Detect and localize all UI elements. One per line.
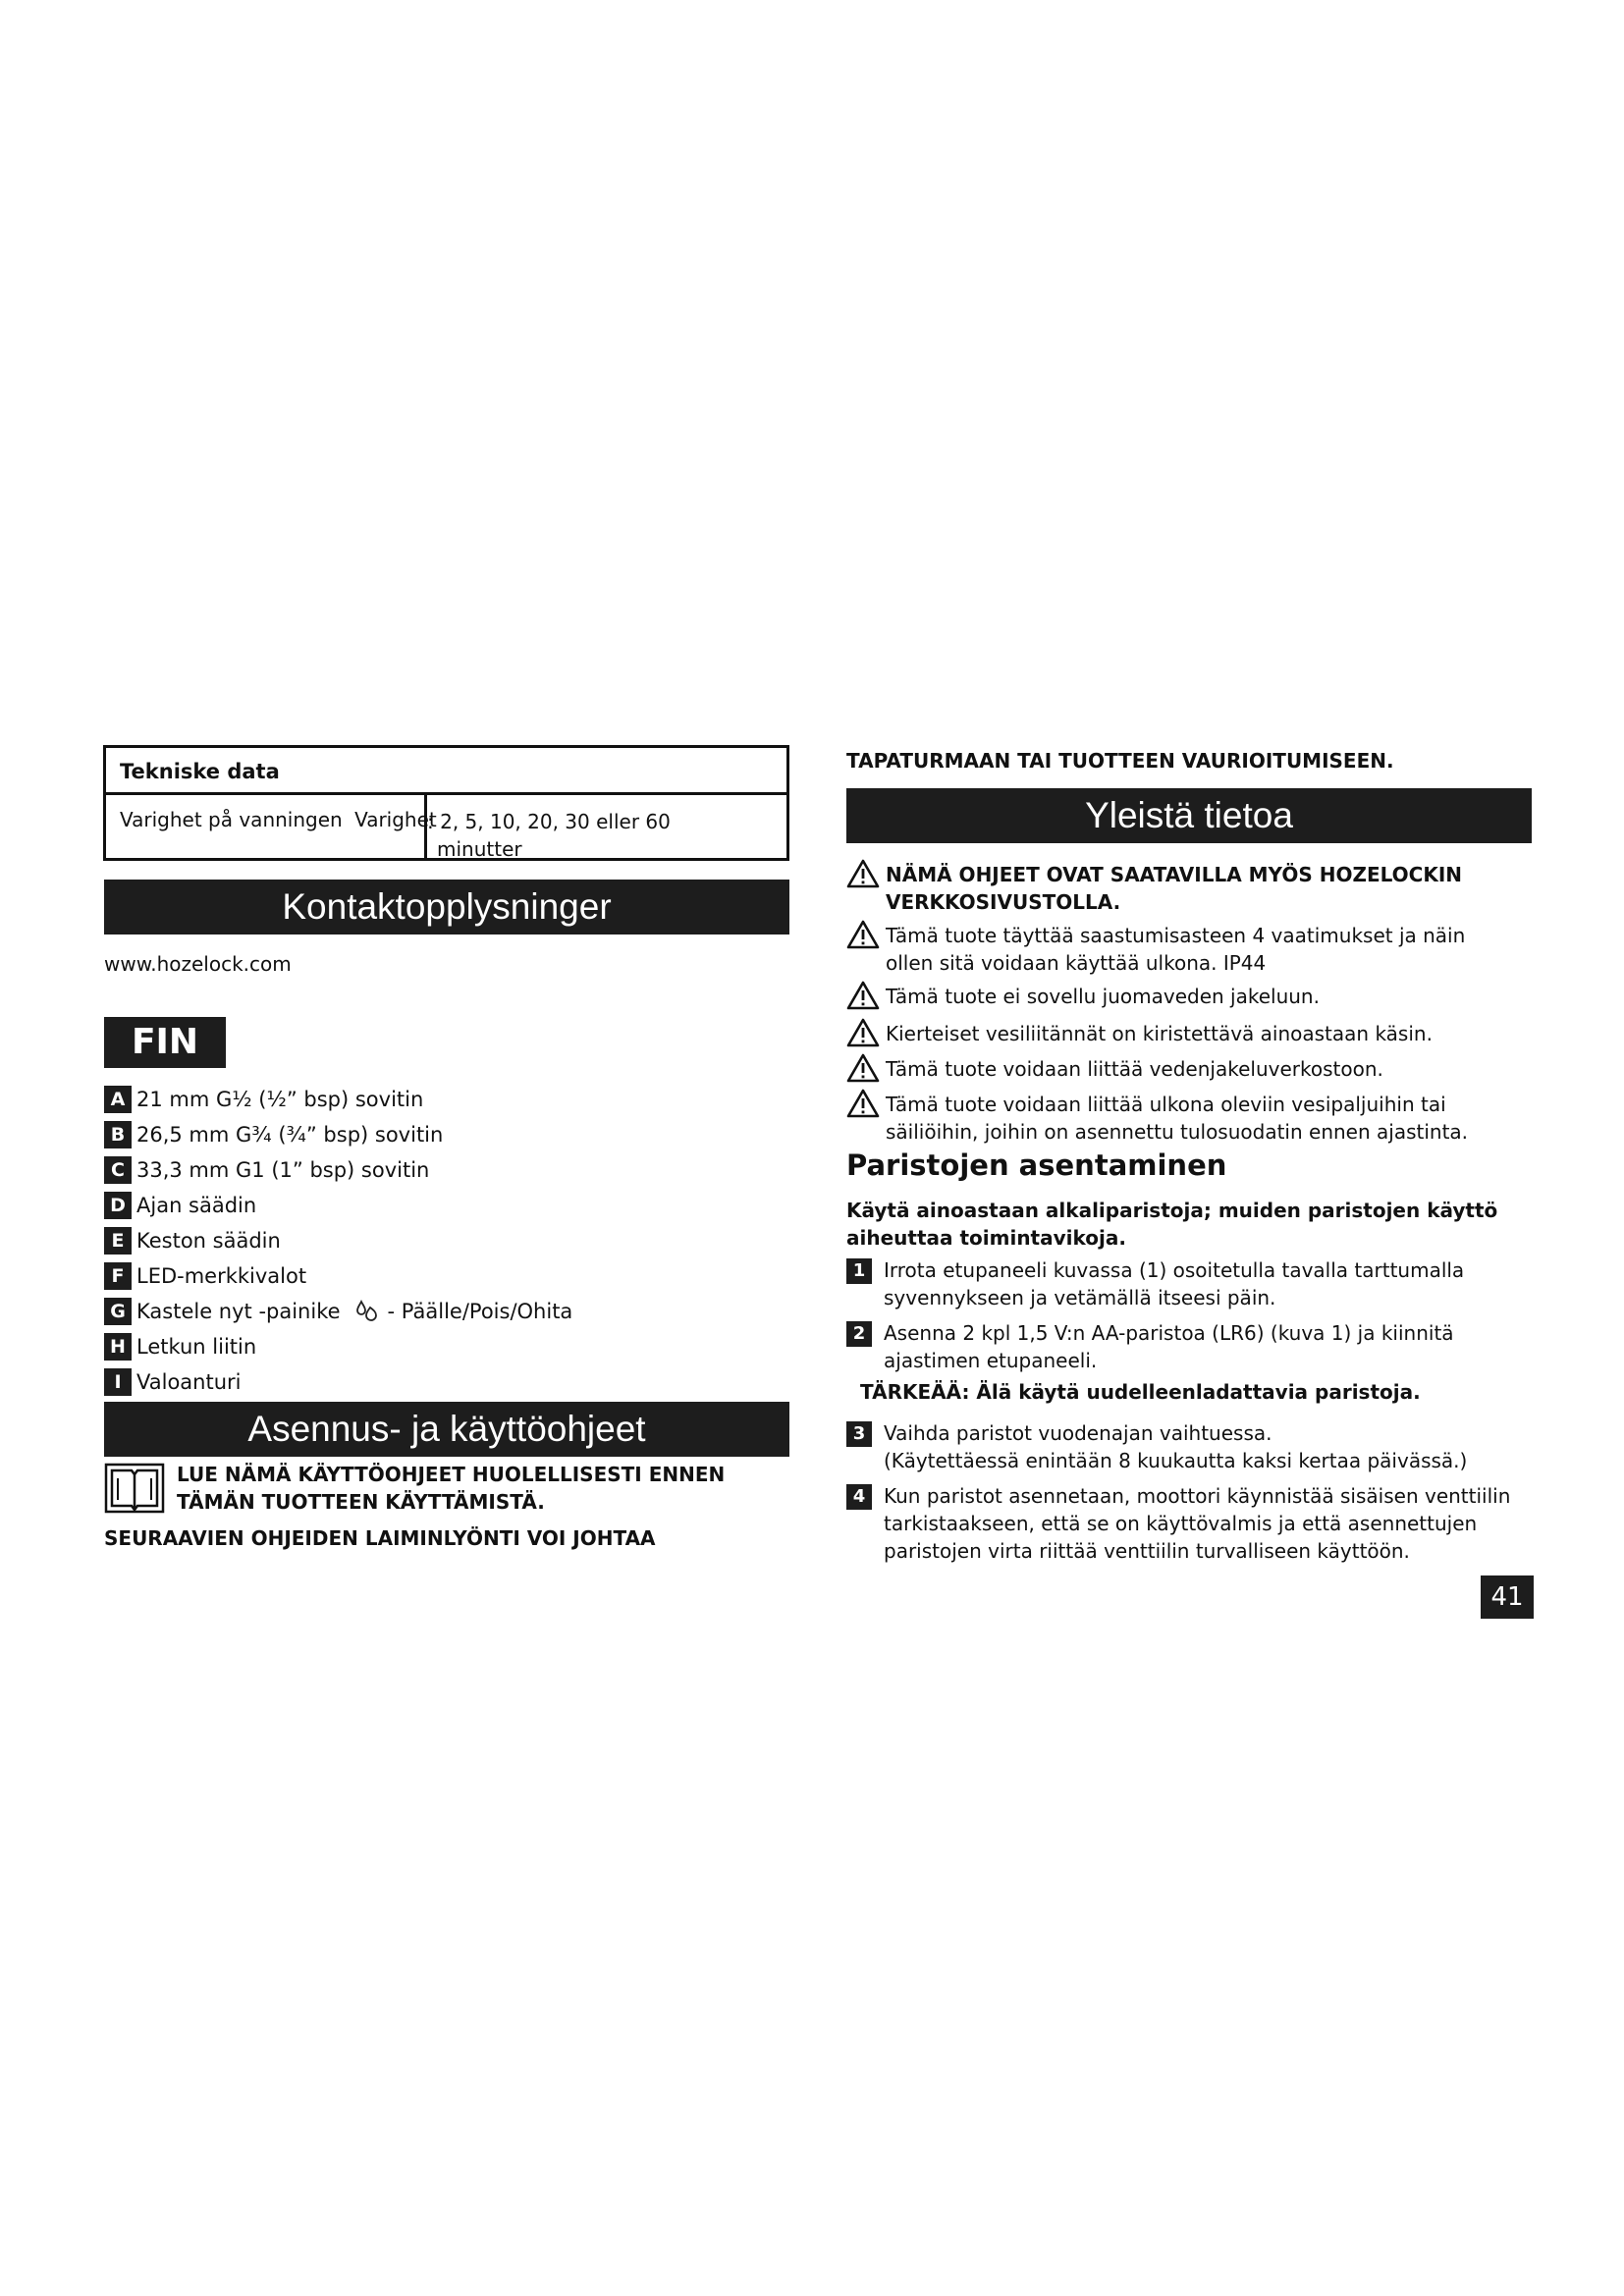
part-letter: D	[104, 1192, 132, 1219]
tech-data-row-value-line1: : 2, 5, 10, 20, 30 eller 60	[427, 810, 671, 833]
contact-banner: Kontaktopplysninger	[104, 880, 789, 934]
warning-line: NÄMÄ OHJEET OVAT SAATAVILLA MYÖS HOZELOCKIN	[886, 863, 1462, 886]
step-line: (Käytettäessä enintään 8 kuukautta kaksi kertaa päivässä.)	[884, 1449, 1468, 1472]
read-instructions-notice	[177, 1461, 725, 1516]
warning-line: Kierteiset vesiliitännät on kiristettävä ainoastaan käsin.	[886, 1022, 1433, 1045]
step-line: ajastimen etupaneeli.	[884, 1349, 1098, 1372]
battery-install-heading: Paristojen asentaminen	[846, 1148, 1227, 1182]
step-line: Vaihda paristot vuodenajan vaihtuessa.	[884, 1421, 1272, 1445]
warning-line: Tämä tuote täyttää saastumisasteen 4 vaatimukset ja näin	[886, 924, 1466, 947]
warning-line: Tämä tuote voidaan liittää vedenjakeluverkostoon.	[886, 1057, 1383, 1081]
step-item	[846, 1419, 1534, 1474]
part-letter: B	[104, 1121, 132, 1148]
read-notice-line2: TÄMÄN TUOTTEEN KÄYTTÄMISTÄ.	[177, 1490, 545, 1514]
part-text: Letkun liitin	[136, 1335, 257, 1359]
part-letter: A	[104, 1086, 132, 1113]
warning-triangle-icon	[846, 859, 880, 888]
warning-item	[846, 1089, 1534, 1146]
general-info-banner: Yleistä tietoa	[846, 788, 1532, 843]
list-item	[104, 1258, 572, 1294]
part-text: Kastele nyt -painike	[136, 1300, 341, 1323]
part-letter: C	[104, 1156, 132, 1184]
part-text: Valoanturi	[136, 1370, 242, 1394]
warning-line: ollen sitä voidaan käyttää ulkona. IP44	[886, 951, 1267, 975]
step-number: 2	[846, 1321, 872, 1347]
warning-item	[846, 1018, 1534, 1047]
website-url[interactable]: www.hozelock.com	[104, 952, 292, 976]
list-item	[104, 1082, 572, 1117]
warning-line: säiliöihin, joihin on asennettu tulosuodatin ennen ajastinta.	[886, 1120, 1469, 1144]
warning-triangle-icon	[846, 981, 880, 1010]
warning-triangle-icon	[846, 920, 880, 949]
step-line: tarkistaakseen, että se on käyttövalmis ja että asennettujen	[884, 1512, 1478, 1535]
part-letter: F	[104, 1262, 132, 1290]
step-item	[846, 1482, 1534, 1565]
part-letter: H	[104, 1333, 132, 1361]
tech-data-row-value-line2: minutter	[437, 837, 522, 861]
alkaline-notice	[846, 1197, 1534, 1252]
step-line: Asenna 2 kpl 1,5 V:n AA-paristoa (LR6) (kuva 1) ja kiinnitä	[884, 1321, 1454, 1345]
page-number: 41	[1481, 1575, 1534, 1619]
tech-data-row-value-prefix: Varighet	[354, 808, 437, 831]
step-line: Irrota etupaneeli kuvassa (1) osoitetulla tavalla tarttumalla	[884, 1258, 1465, 1282]
part-text: Keston säädin	[136, 1229, 281, 1253]
water-drop-icon	[354, 1300, 380, 1323]
warning-item	[846, 981, 1534, 1010]
list-item	[104, 1364, 572, 1400]
warning-line: Tämä tuote ei sovellu juomaveden jakeluun.	[886, 985, 1320, 1008]
important-notice: TÄRKEÄÄ: Älä käytä uudelleenladattavia paristoja.	[860, 1380, 1421, 1404]
list-item	[104, 1223, 572, 1258]
alkaline-line2: aiheuttaa toimintavikoja.	[846, 1226, 1126, 1250]
warning-triangle-icon	[846, 1018, 880, 1047]
part-letter: I	[104, 1368, 132, 1396]
step-line: syvennykseen ja vetämällä itseesi päin.	[884, 1286, 1276, 1309]
part-text: 21 mm G½ (½” bsp) sovitin	[136, 1088, 424, 1111]
follow-instructions-notice: SEURAAVIEN OHJEIDEN LAIMINLYÖNTI VOI JOHTAA	[104, 1526, 656, 1550]
warning-triangle-icon	[846, 1053, 880, 1083]
step-number: 1	[846, 1258, 872, 1284]
read-notice-line1: LUE NÄMÄ KÄYTTÖOHJEET HUOLELLISESTI ENNEN	[177, 1463, 726, 1486]
step-item	[846, 1256, 1534, 1311]
step-number: 4	[846, 1484, 872, 1510]
warning-line: Tämä tuote voidaan liittää ulkona oleviin vesipaljuihin tai	[886, 1093, 1446, 1116]
warning-triangle-icon	[846, 1089, 880, 1118]
language-badge: FIN	[104, 1017, 226, 1068]
step-item	[846, 1319, 1534, 1374]
list-item	[104, 1188, 572, 1223]
tech-data-row-value	[427, 795, 786, 861]
list-item	[104, 1294, 572, 1329]
part-text: LED-merkkivalot	[136, 1264, 307, 1288]
warning-item	[846, 920, 1534, 977]
step-line: paristojen virta riittää venttiilin turvalliseen käyttöön.	[884, 1539, 1410, 1563]
warning-item	[846, 859, 1534, 916]
part-text: Ajan säädin	[136, 1194, 257, 1217]
alkaline-line1: Käytä ainoastaan alkaliparistoja; muiden paristojen käyttö	[846, 1199, 1498, 1222]
tech-data-row-label	[106, 795, 437, 858]
part-letter: G	[104, 1298, 132, 1325]
part-text: 26,5 mm G¾ (¾” bsp) sovitin	[136, 1123, 444, 1147]
warning-item	[846, 1053, 1534, 1083]
tech-data-row-label-text: Varighet på vanningen	[120, 808, 343, 831]
list-item	[104, 1117, 572, 1152]
part-letter: E	[104, 1227, 132, 1255]
step-line: Kun paristot asennetaan, moottori käynnistää sisäisen venttiilin	[884, 1484, 1511, 1508]
tech-data-title: Tekniske data	[106, 748, 786, 795]
part-suffix: - Päälle/Pois/Ohita	[387, 1300, 573, 1323]
list-item	[104, 1329, 572, 1364]
step-number: 3	[846, 1421, 872, 1447]
part-text: 33,3 mm G1 (1” bsp) sovitin	[136, 1158, 430, 1182]
install-banner: Asennus- ja käyttöohjeet	[104, 1402, 789, 1457]
continued-warning-text: TAPATURMAAN TAI TUOTTEEN VAURIOITUMISEEN.	[846, 749, 1394, 773]
warning-line: VERKKOSIVUSTOLLA.	[886, 890, 1121, 914]
list-item	[104, 1152, 572, 1188]
tech-data-table	[103, 745, 789, 861]
open-book-icon	[104, 1461, 165, 1516]
parts-list	[104, 1082, 572, 1400]
